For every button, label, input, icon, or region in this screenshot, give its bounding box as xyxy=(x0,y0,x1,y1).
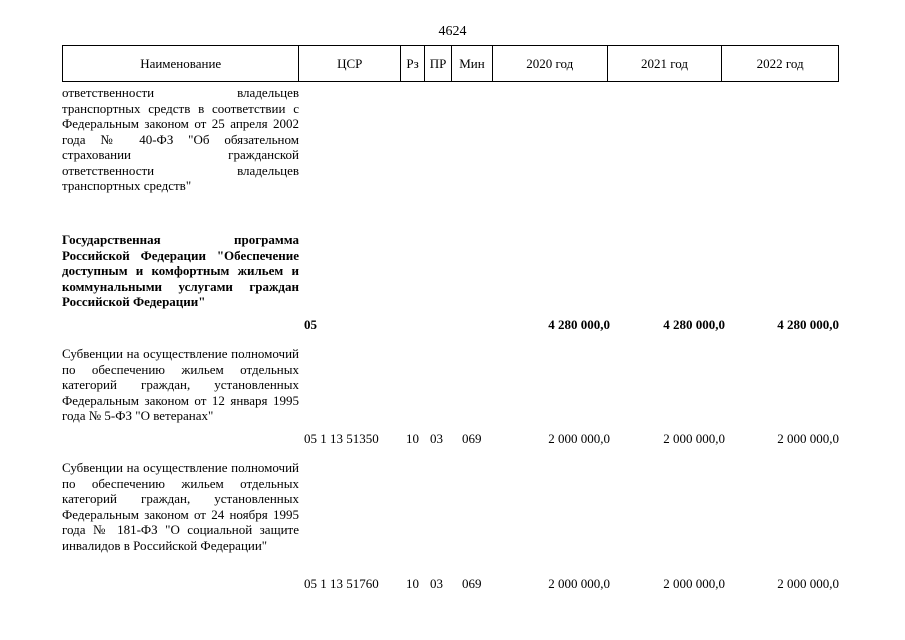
row-name: Субвенции на осуществление полномочий по обеспечению жильем отдельных категорий граждан, установленных Федеральным законом от 24 ноября 1995 года № 181-ФЗ "О социальной защите инвалидов в Российской Федерации" xyxy=(62,460,299,553)
row-rz: 10 xyxy=(406,431,419,446)
row-2020: 2 000 000,0 xyxy=(548,431,610,446)
header-2022: 2022 год xyxy=(756,55,804,71)
row-name: Государственная программа Российской Федерации "Обеспечение доступным и комфортным жильем и коммунальными услугами граждан Российской Федерации" xyxy=(62,232,299,309)
row-pr: 03 xyxy=(430,431,443,446)
row-pr: 03 xyxy=(430,576,443,591)
row-2022: 2 000 000,0 xyxy=(777,431,839,446)
row-2022: 2 000 000,0 xyxy=(777,576,839,591)
table-row xyxy=(62,346,839,454)
row-2022: 4 280 000,0 xyxy=(777,317,839,332)
row-2021: 2 000 000,0 xyxy=(663,431,725,446)
header-2021: 2021 год xyxy=(608,46,723,81)
header-rz: Рз xyxy=(401,46,425,81)
row-csr: 05 1 13 51760 xyxy=(304,576,379,591)
row-name: Субвенции на осуществление полномочий по обеспечению жильем отдельных категорий граждан, установленных Федеральным законом от 12 января 1995 года № 5-ФЗ "О ветеранах" xyxy=(62,346,299,423)
row-2021: 2 000 000,0 xyxy=(663,576,725,591)
page-number: 4624 xyxy=(438,24,467,39)
row-2020: 4 280 000,0 xyxy=(548,317,610,332)
table-row xyxy=(62,232,839,340)
row-csr: 05 1 13 51350 xyxy=(304,431,379,446)
row-min: 069 xyxy=(462,431,482,446)
header-min: Мин xyxy=(452,46,493,81)
row-min: 069 xyxy=(462,576,482,591)
table-row xyxy=(62,460,839,600)
header-2020: 2020 год xyxy=(493,46,608,81)
row-csr: 05 xyxy=(304,317,317,332)
table-header xyxy=(62,45,839,82)
row-name: ответственности владельцев транспортных средств в соответствии с Федеральным законом от 25 апреля 2002 года № 40-ФЗ "Об обязательном страховании гражданской ответственности владельцев транспортных средств" xyxy=(62,85,299,193)
row-rz: 10 xyxy=(406,576,419,591)
header-name: Наименование xyxy=(63,46,299,81)
row-2020: 2 000 000,0 xyxy=(548,576,610,591)
row-2021: 4 280 000,0 xyxy=(663,317,725,332)
header-csr: ЦСР xyxy=(299,46,401,81)
header-pr: ПР xyxy=(425,46,452,81)
